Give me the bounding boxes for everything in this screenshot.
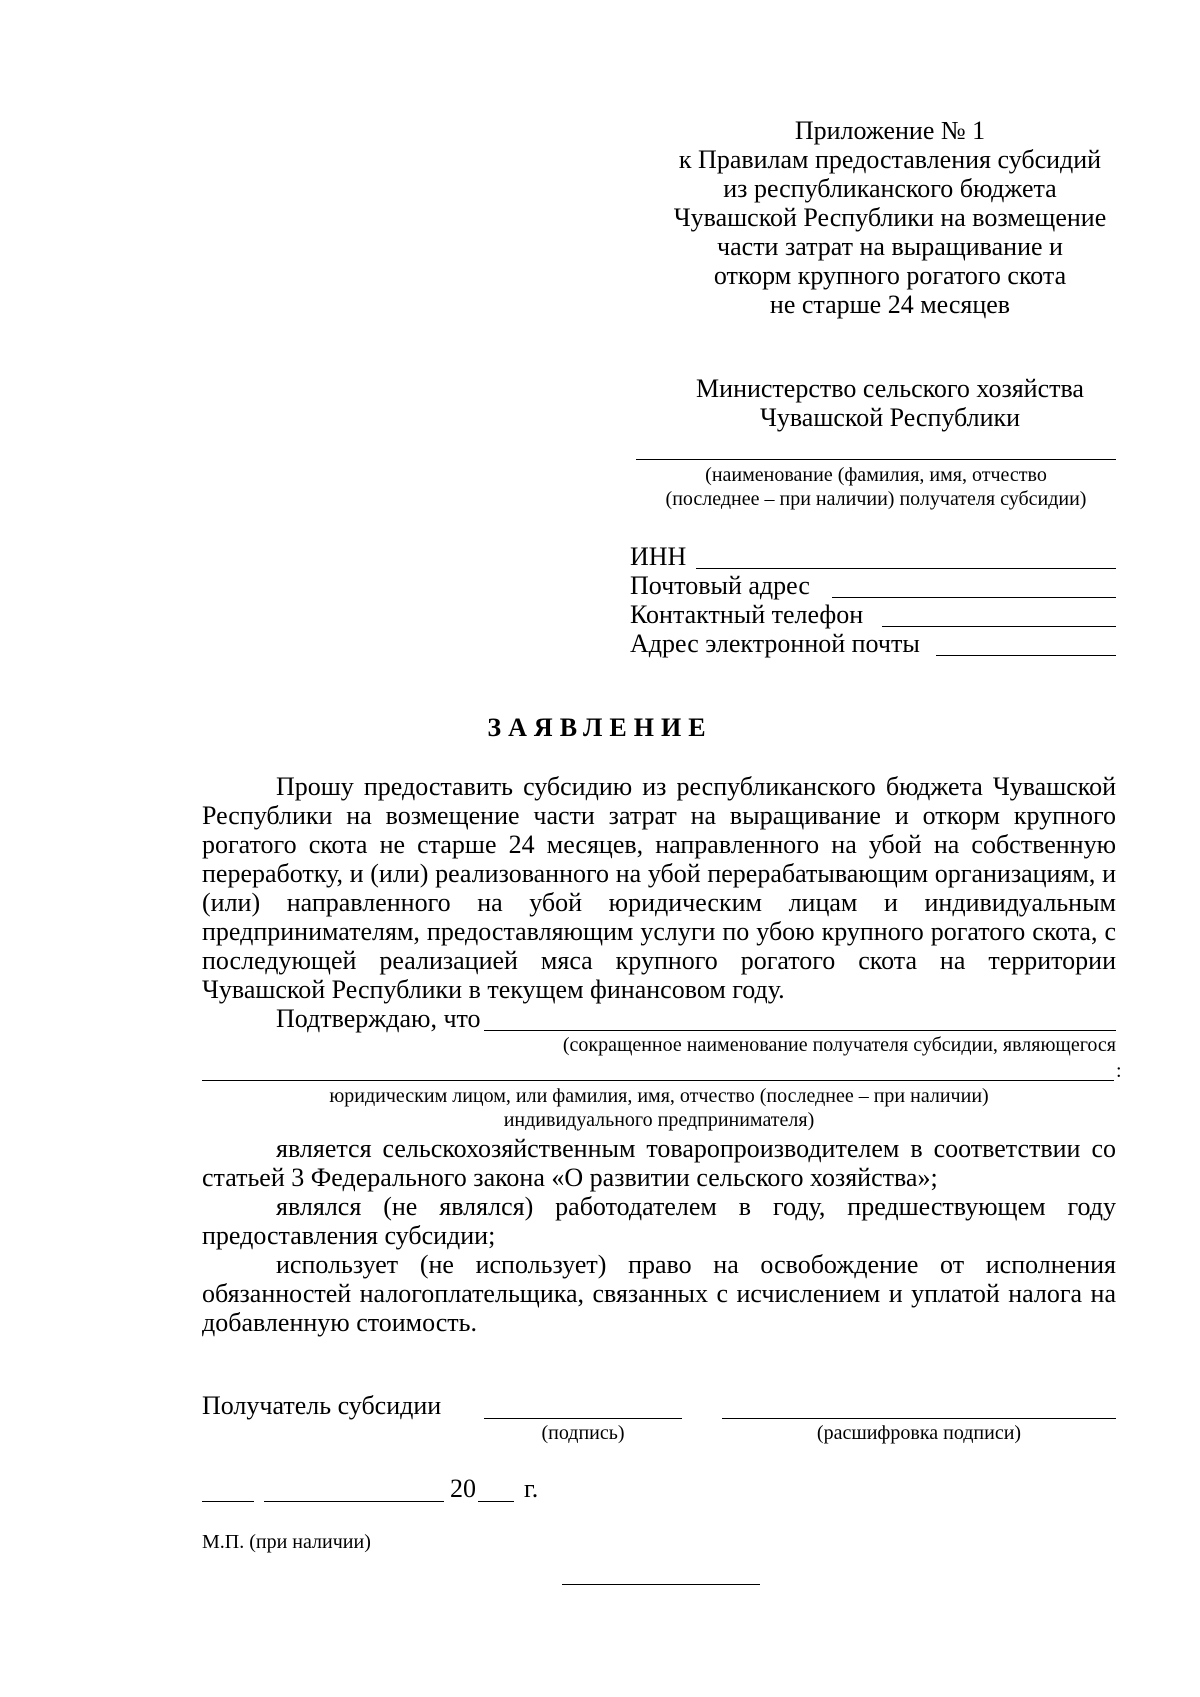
appendix-line: не старше 24 месяцев <box>769 290 1011 319</box>
appendix-line: к Правилам предоставления субсидий <box>678 145 1102 174</box>
email-field[interactable] <box>936 655 1116 656</box>
date-month-field[interactable] <box>264 1501 444 1502</box>
recipient-hint-line: (наименование (фамилия, имя, отчество <box>705 464 1047 486</box>
date-day-field[interactable] <box>202 1501 254 1502</box>
stamp-label: М.П. (при наличии) <box>202 1531 371 1553</box>
confirm-hint-2 <box>202 1084 1116 1132</box>
appendix-line: откорм крупного рогатого скота <box>713 261 1067 290</box>
recipient-label: Получатель субсидии <box>202 1391 442 1420</box>
confirm-item-2: являлся (не являлся) работодателем в году, предшествующем году предоставления субсидии; <box>202 1192 1116 1250</box>
addressee-block <box>660 374 1120 432</box>
confirm-name-field-2[interactable] <box>202 1080 1114 1081</box>
email-label: Адрес электронной почты <box>630 629 920 658</box>
colon: : <box>1116 1060 1122 1082</box>
appendix-line: части затрат на выращивание и <box>717 232 1063 261</box>
hint-line: юридическим лицом, или фамилия, имя, отчество (последнее – при наличии) <box>329 1085 989 1107</box>
inn-label: ИНН <box>630 542 687 571</box>
postal-address-field[interactable] <box>832 597 1116 598</box>
year-prefix: 20 <box>450 1474 476 1503</box>
signature-decoding-hint: (расшифровка подписи) <box>816 1422 1022 1444</box>
appendix-line: Чувашской Республики на возмещение <box>673 203 1107 232</box>
confirm-item-3: использует (не использует) право на освобождение от исполнения обязанностей налогоплательщика, связанных с исчислением и уплатой налога на добавленную стоимость. <box>202 1250 1116 1337</box>
addressee-line: Министерство сельского хозяйства <box>696 374 1084 403</box>
hint-line: индивидуального предпринимателя) <box>503 1109 815 1131</box>
confirm-label: Подтверждаю, что <box>276 1004 481 1033</box>
phone-label: Контактный телефон <box>630 600 864 629</box>
confirm-name-field[interactable] <box>484 1030 1116 1031</box>
recipient-name-hint <box>636 463 1116 511</box>
signature-hint: (подпись) <box>541 1422 625 1444</box>
document-title: ЗАЯВЛЕНИЕ <box>487 713 713 742</box>
appendix-header <box>660 116 1120 319</box>
confirm-item-1: является сельскохозяйственным товаропроизводителем в соответствии со статьей 3 Федерального закона «О развитии сельского хозяйства»; <box>202 1134 1116 1192</box>
phone-field[interactable] <box>882 626 1116 627</box>
inn-field[interactable] <box>696 568 1116 569</box>
appendix-line: Приложение № 1 <box>794 116 986 145</box>
postal-address-label: Почтовый адрес <box>630 571 810 600</box>
addressee-line: Чувашской Республики <box>759 403 1021 432</box>
recipient-hint-line: (последнее – при наличии) получателя субсидии) <box>665 488 1087 510</box>
year-suffix: г. <box>524 1474 539 1503</box>
appendix-line: из республиканского бюджета <box>723 174 1057 203</box>
confirm-hint: (сокращенное наименование получателя субсидии, являющегося <box>562 1034 1116 1056</box>
signature-field[interactable] <box>484 1418 682 1419</box>
bottom-divider <box>562 1584 760 1585</box>
date-year-field[interactable] <box>478 1501 514 1502</box>
signature-decoding-field[interactable] <box>722 1418 1116 1419</box>
request-paragraph: Прошу предоставить субсидию из республиканского бюджета Чувашской Республики на возмещение части затрат на выращивание и откорм крупного рогатого скота не старше 24 месяцев, направленного на убой на собственную переработку, и (или) реализованного на убой перерабатывающим организациям, и (или) направленного на убой юридическим лицам и индивидуальным предпринимателям, предоставляющим услуги по убою крупного рогатого скота, с последующей реализацией мяса крупного рогатого скота на территории Чувашской Республики в текущем финансовом году. <box>202 772 1116 1004</box>
recipient-name-field[interactable] <box>636 459 1116 460</box>
